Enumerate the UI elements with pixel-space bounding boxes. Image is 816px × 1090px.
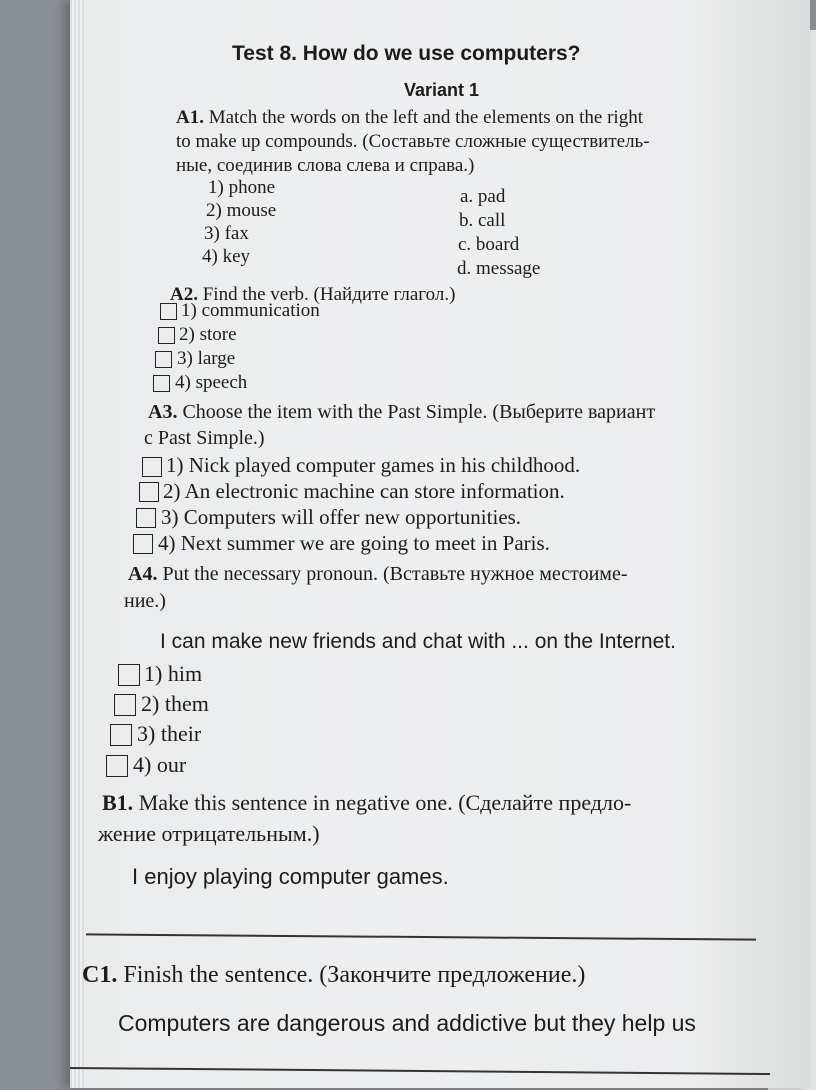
a1-right-item: c. board — [458, 234, 520, 255]
a3-option: 2) An electronic machine can store information. — [163, 479, 565, 503]
a4-checkbox-3[interactable] — [110, 724, 132, 746]
page-title: Test 8. How do we use computers? — [232, 42, 581, 65]
a1-left-item: 4) key — [202, 246, 251, 267]
a2-label: A2. — [170, 284, 198, 305]
a3-checkbox-3[interactable] — [136, 508, 156, 528]
a4-label: A4. — [128, 563, 158, 585]
a4-sentence: I can make new friends and chat with ... on the Internet. — [160, 630, 676, 653]
a2-checkbox-2[interactable] — [158, 327, 175, 344]
a1-right-item: d. message — [457, 258, 541, 279]
a2-checkbox-4[interactable] — [153, 375, 170, 392]
a4-text-line2: ние.) — [124, 590, 166, 612]
a3-question — [148, 401, 655, 424]
a3-text-line1: Choose the item with the Past Simple. (Выберите вариант — [182, 401, 656, 423]
a3-label: A3. — [148, 401, 178, 423]
variant-heading: Variant 1 — [404, 80, 480, 100]
b1-sentence: I enjoy playing computer games. — [132, 864, 449, 889]
a2-checkbox-1[interactable] — [160, 303, 177, 320]
a3-text-line2: с Past Simple.) — [144, 427, 265, 449]
c1-text: Finish the sentence. (Закончите предложение.) — [123, 962, 586, 988]
a3-option: 3) Computers will offer new opportunities. — [161, 505, 522, 529]
page-edge — [70, 0, 84, 1088]
a1-left-item: 1) phone — [208, 177, 276, 198]
c1-question — [82, 962, 585, 989]
b1-label: B1. — [102, 790, 134, 815]
a4-text-line1: Put the necessary pronoun. (Вставьте нужное местоиме- — [162, 563, 628, 585]
a1-text-line3: ные, соединив слова слева и справа.) — [176, 155, 475, 176]
a3-option: 1) Nick played computer games in his childhood. — [166, 453, 581, 477]
a4-checkbox-4[interactable] — [106, 755, 128, 777]
a4-question — [128, 563, 627, 586]
a4-checkbox-2[interactable] — [114, 694, 136, 716]
a2-option: 3) large — [177, 348, 236, 369]
a3-checkbox-1[interactable] — [142, 457, 162, 477]
a2-option: 1) communication — [181, 300, 320, 321]
a3-checkbox-2[interactable] — [139, 482, 159, 502]
a4-option: 1) him — [144, 661, 203, 686]
b1-text-line1: Make this sentence in negative one. (Сделайте предло- — [138, 790, 632, 815]
a1-question — [176, 107, 643, 129]
a2-checkbox-3[interactable] — [155, 351, 172, 368]
c1-label: C1. — [82, 962, 118, 988]
a3-checkbox-4[interactable] — [133, 534, 153, 554]
b1-question — [102, 790, 631, 816]
c1-sentence: Computers are dangerous and addictive but they help us — [118, 1010, 696, 1036]
a1-text-line1: Match the words on the left and the elements on the right — [208, 107, 643, 128]
b1-text-line2: жение отрицательным.) — [98, 821, 320, 846]
a2-option: 4) speech — [175, 372, 248, 393]
a4-option: 3) their — [137, 721, 202, 746]
a4-option: 4) our — [133, 752, 187, 777]
a1-label: A1. — [176, 107, 204, 128]
a1-right-item: a. pad — [460, 186, 506, 207]
a4-checkbox-1[interactable] — [118, 664, 140, 686]
a1-text-line2: to make up compounds. (Составьте сложные существитель- — [176, 131, 650, 152]
a2-text: Find the verb. (Найдите глагол.) — [202, 284, 456, 305]
a3-option: 4) Next summer we are going to meet in Paris. — [158, 531, 550, 555]
a2-option: 2) store — [179, 324, 237, 345]
a1-right-item: b. call — [459, 210, 506, 231]
a1-left-item: 3) fax — [204, 223, 249, 244]
a4-option: 2) them — [141, 691, 209, 716]
a1-left-item: 2) mouse — [206, 200, 277, 221]
